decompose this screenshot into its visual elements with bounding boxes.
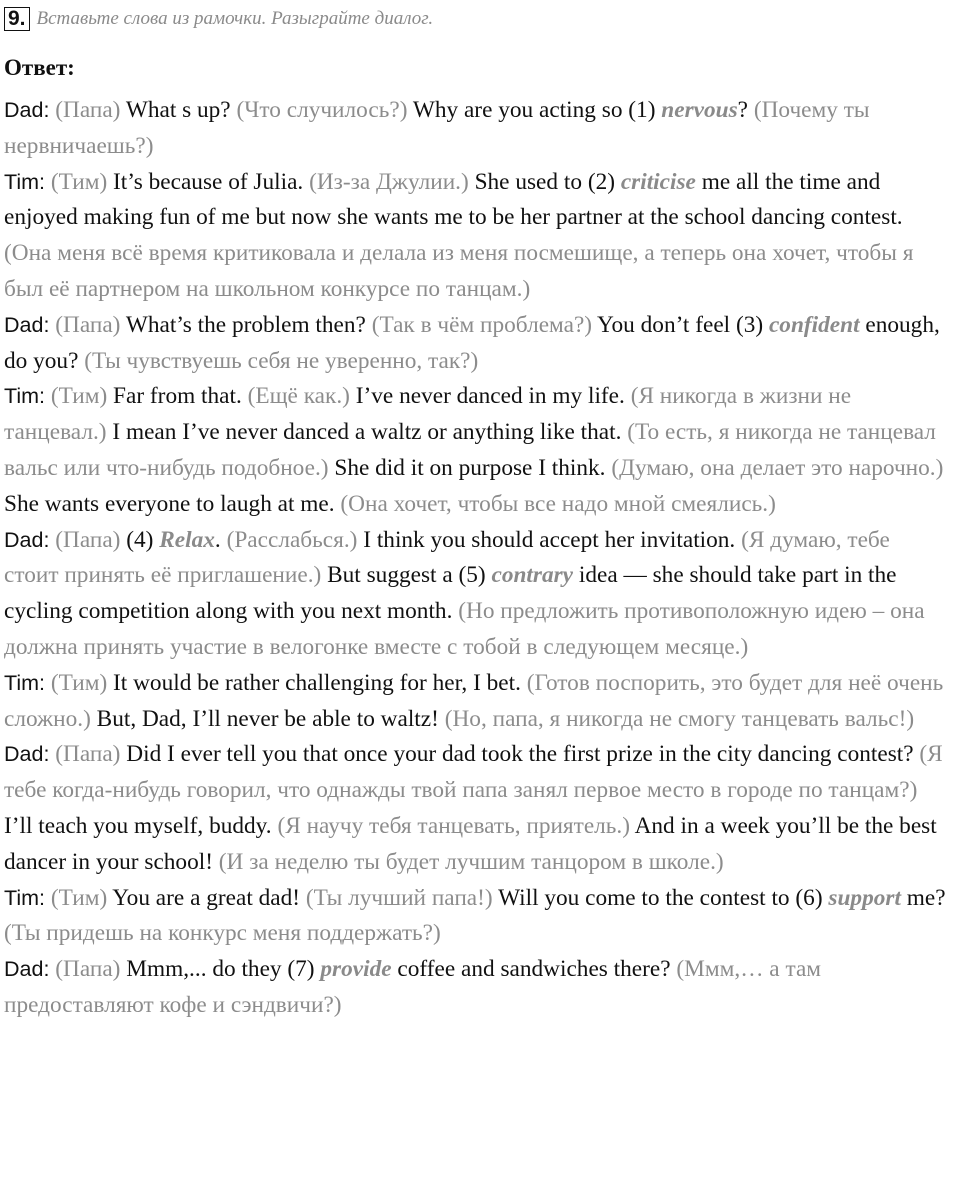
dialogue-line — [4, 737, 948, 880]
translation-text: (Папа) — [55, 311, 121, 338]
translation-text: (Папа) — [55, 956, 121, 983]
speaker-label: Tim: — [4, 885, 45, 910]
speaker-label: Dad: — [4, 957, 50, 982]
english-text: It’s because of Julia. — [113, 168, 304, 195]
english-text: (4) — [126, 526, 154, 553]
answer-heading: Ответ: — [4, 55, 75, 80]
translation-text: (Что случилось?) — [236, 97, 408, 123]
english-text: And in a week you’ll be the best dancer in your school! — [4, 812, 937, 875]
translation-text: (Расслабься.) — [226, 526, 358, 553]
translation-text: (Думаю, она делает это нарочно.) — [611, 454, 944, 481]
dialogue-line — [4, 881, 948, 953]
translation-text: (Ты лучший папа!) — [305, 884, 493, 911]
task-instruction: Вставьте слова из рамочки. Разыграйте диалог. — [36, 8, 434, 29]
english-text: I think you should accept her invitation. — [363, 526, 736, 553]
translation-text: (Ты придешь на конкурс меня поддержать?) — [4, 920, 441, 947]
dialogue-line — [4, 93, 948, 165]
speaker-label: Dad: — [4, 312, 50, 337]
english-text: You are a great dad! — [112, 884, 301, 911]
translation-text: (Папа) — [55, 741, 121, 768]
english-text: idea — she should take part in the cycling competition along with you next month. — [4, 562, 897, 625]
english-text: Did I ever tell you that once your dad took the first prize in the city dancing contest? — [126, 741, 914, 768]
translation-text: (Ещё как.) — [247, 383, 350, 410]
english-text: What s up? — [125, 97, 231, 123]
translation-text: (Я научу тебя танцевать, приятель.) — [277, 812, 631, 839]
english-text: I’ve never danced in my life. — [355, 383, 625, 410]
translation-text: (Папа) — [55, 97, 121, 123]
translation-text: (Тим) — [50, 669, 108, 696]
speaker-label: Tim: — [4, 670, 45, 695]
answer-word: nervous — [661, 97, 738, 123]
answer-word: Relax — [159, 526, 215, 553]
translation-text: (Тим) — [50, 383, 108, 410]
translation-text: (Но предложить противоположную идею – она должна принять участие в велогонке вместе с тобой в следующем месяце.) — [4, 598, 925, 660]
translation-text: (Она меня всё время критиковала и делала из меня посмешище, а теперь она хочет, чтобы я был её партнером на школьном конкурсе по танцам.) — [4, 240, 914, 302]
translation-text: (Тим) — [50, 884, 108, 911]
english-text: Why are you acting so (1) — [412, 97, 656, 123]
dialogue-line — [4, 666, 948, 738]
translation-text: (Она хочет, чтобы все надо мной смеялись.) — [340, 490, 776, 517]
answer-word: contrary — [491, 562, 574, 589]
english-text: coffee and sandwiches there? — [397, 956, 671, 983]
translation-text: (То есть, я никогда не танцевал вальс или что-нибудь подобное.) — [4, 419, 936, 481]
english-text: Far from that. — [113, 383, 242, 410]
dialogue-line — [4, 379, 948, 522]
task-header — [4, 4, 948, 34]
english-text: You don’t feel (3) — [597, 311, 764, 338]
english-text: Will you come to the contest to (6) — [498, 884, 823, 911]
english-text: I’ll teach you myself, buddy. — [4, 812, 272, 839]
translation-text: (Тим) — [50, 168, 108, 195]
translation-text: (Готов поспорить, это будет для неё очень сложно.) — [4, 669, 944, 732]
translation-text: (И за неделю ты будет лучшим танцором в школе.) — [218, 848, 724, 875]
speaker-label: Tim: — [4, 169, 45, 194]
dialogue-line — [4, 523, 948, 666]
translation-text: (Но, папа, я никогда не смогу танцевать вальс!) — [444, 705, 915, 732]
english-text: I mean I’ve never danced a waltz or anything like that. — [112, 419, 622, 446]
translation-text: (Я никогда в жизни не танцевал.) — [4, 383, 852, 446]
english-text: But suggest a (5) — [327, 562, 486, 589]
translation-text: (Ммм,… а там предоставляют кофе и сэндвичи?) — [4, 956, 822, 1018]
english-text: But, Dad, I’ll never be able to waltz! — [96, 705, 439, 732]
english-text: It would be rather challenging for her, I bet. — [113, 669, 521, 696]
english-text: What’s the problem then? — [125, 311, 366, 338]
speaker-label: Dad: — [4, 742, 50, 767]
dialogue-line — [4, 308, 948, 380]
dialogue — [4, 93, 948, 1024]
answer-word: support — [828, 884, 901, 911]
translation-text: (Из-за Джулии.) — [309, 168, 469, 195]
speaker-label: Dad: — [4, 527, 50, 552]
english-text: She used to (2) — [474, 168, 615, 195]
english-text: . — [214, 526, 221, 553]
speaker-label: Tim: — [4, 384, 45, 409]
english-text: me all the time and enjoyed making fun of me but now she wants me to be her partner at the school dancing contest. — [4, 168, 903, 231]
translation-text: (Папа) — [55, 526, 121, 553]
task-number: 9. — [4, 7, 30, 31]
answer-word: confident — [768, 311, 860, 338]
english-text: me? — [906, 884, 946, 911]
translation-text: (Ты чувствуешь себя не уверенно, так?) — [84, 347, 479, 374]
translation-text: (Так в чём проблема?) — [371, 311, 593, 338]
translation-text: (Почему ты нервничаешь?) — [4, 97, 870, 159]
english-text: enough, do you? — [4, 311, 940, 374]
english-text: ? — [737, 97, 748, 123]
speaker-label: Dad: — [4, 98, 50, 122]
english-text: Mmm,... do they (7) — [126, 956, 315, 983]
translation-text: (Я думаю, тебе стоит принять её приглашение.) — [4, 526, 890, 589]
dialogue-line — [4, 165, 948, 308]
answer-word: provide — [320, 956, 392, 983]
english-text: She wants everyone to laugh at me. — [4, 490, 335, 517]
translation-text: (Я тебе когда-нибудь говорил, что однажды твой папа занял первое место в городе по танцам?) — [4, 741, 943, 804]
answer-word: criticise — [620, 168, 696, 195]
english-text: She did it on purpose I think. — [334, 454, 606, 481]
dialogue-line — [4, 952, 948, 1024]
